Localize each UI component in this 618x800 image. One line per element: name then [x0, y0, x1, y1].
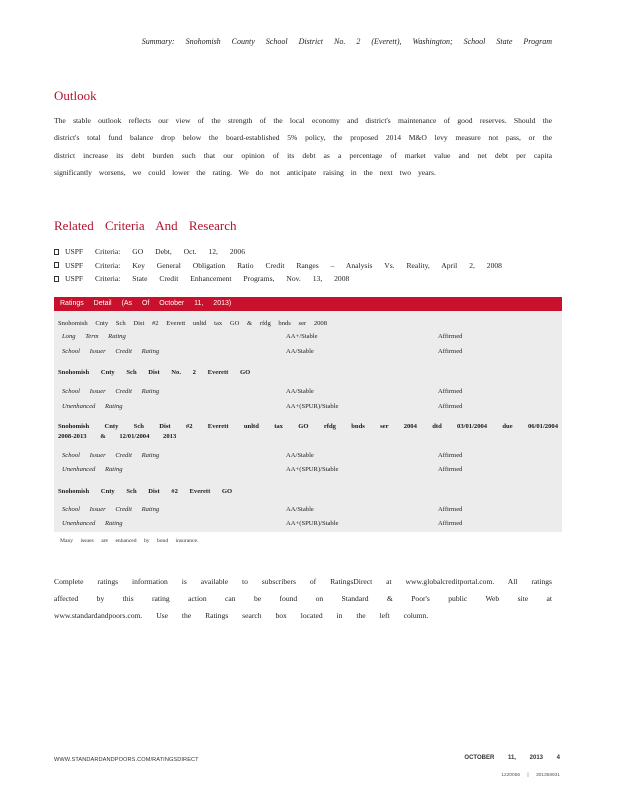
checkbox-bullet-icon: [54, 262, 59, 268]
criteria-item: [54, 259, 502, 273]
ratings-detail-table: [54, 297, 562, 532]
footer-document-ids: 1220056 | 301358931: [501, 773, 560, 778]
rating-action: Affirmed: [438, 520, 463, 527]
rating-type: School Issuer Credit Rating: [62, 506, 160, 513]
rating-value: AA/Stable: [286, 452, 314, 459]
ratings-note: Many issues are enhanced by bond insurance.: [60, 538, 199, 544]
criteria-item: [54, 245, 502, 259]
issuer-name: Snohomish Cnty Sch Dist #2 Everett unltd tax GO rfdg bnds ser 2004 dtd 03/01/2004 due 06/01/2004 2008-2013 & 12/01/2004 2013: [58, 423, 558, 440]
rating-value: AA+(SPUR)/Stable: [286, 466, 339, 473]
rating-type: School Issuer Credit Rating: [62, 348, 160, 355]
rating-action: Affirmed: [438, 333, 463, 340]
rating-type: School Issuer Credit Rating: [62, 388, 160, 395]
rating-type: Unenhanced Rating: [62, 403, 123, 410]
rating-action: Affirmed: [438, 388, 463, 395]
rating-action: Affirmed: [438, 506, 463, 513]
rating-action: Affirmed: [438, 403, 463, 410]
rating-action: Affirmed: [438, 452, 463, 459]
rating-type: Unenhanced Rating: [62, 520, 123, 527]
criteria-item-text: USPF Criteria: State Credit Enhancement Programs, Nov. 13, 2008: [65, 274, 350, 283]
criteria-item-text: USPF Criteria: GO Debt, Oct. 12, 2006: [65, 247, 246, 256]
rating-type: Long Term Rating: [62, 333, 126, 340]
rating-value: AA+(SPUR)/Stable: [286, 403, 339, 410]
checkbox-bullet-icon: [54, 276, 59, 282]
ratings-detail-header: Ratings Detail (As Of October 11, 2013): [54, 297, 562, 311]
footer-website: WWW.STANDARDANDPOORS.COM/RATINGSDIRECT: [54, 757, 199, 763]
rating-value: AA/Stable: [286, 388, 314, 395]
rating-value: AA/Stable: [286, 348, 314, 355]
checkbox-bullet-icon: [54, 249, 59, 255]
rating-value: AA+/Stable: [286, 333, 318, 340]
criteria-item-text: USPF Criteria: Key General Obligation Ratio Credit Ranges – Analysis Vs. Reality, April 2, 2008: [65, 260, 502, 270]
rating-value: AA+(SPUR)/Stable: [286, 520, 339, 527]
criteria-item: [54, 272, 502, 286]
ratings-info-paragraph: Complete ratings information is available to subscribers of RatingsDirect at www.globalcreditportal.com. All ratings affected by this rating action can be found on Standard & Poor's public Web site at www.standardandpoors.com. Use the Ratings search box located in the left column.: [54, 577, 553, 620]
rating-type: School Issuer Credit Rating: [62, 452, 160, 459]
rating-action: Affirmed: [438, 348, 463, 355]
rating-type: Unenhanced Rating: [62, 466, 123, 473]
issuer-name: Snohomish Cnty Sch Dist #2 Everett unltd tax GO & rfdg bnds ser 2008: [58, 320, 328, 327]
issuer-name: Snohomish Cnty Sch Dist #2 Everett GO: [58, 488, 233, 495]
issuer-name: Snohomish Cnty Sch Dist No. 2 Everett GO: [58, 369, 251, 376]
footer-date-page: OCTOBER 11, 2013 4: [464, 755, 560, 761]
outlook-title: Outlook: [54, 88, 97, 103]
rating-action: Affirmed: [438, 466, 463, 473]
related-criteria-title: Related Criteria And Research: [54, 218, 237, 233]
rating-value: AA/Stable: [286, 506, 314, 513]
criteria-list: [54, 245, 502, 286]
outlook-paragraph: The stable outlook reflects our view of the strength of the local economy and district's maintenance of good reserves. Should the district's total fund balance drop below the board-established 5% policy, the proposed 2014 M&O levy measure not pass, or the district increase its debt burden such that our opinion of its debt as a percentage of market value and net debt per capita significantly worsens, we could lower the rating. We do not anticipate raising in the next two years.: [54, 116, 552, 178]
page-header: Summary: Snohomish County School District No. 2 (Everett), Washington; School State Program: [141, 37, 552, 46]
